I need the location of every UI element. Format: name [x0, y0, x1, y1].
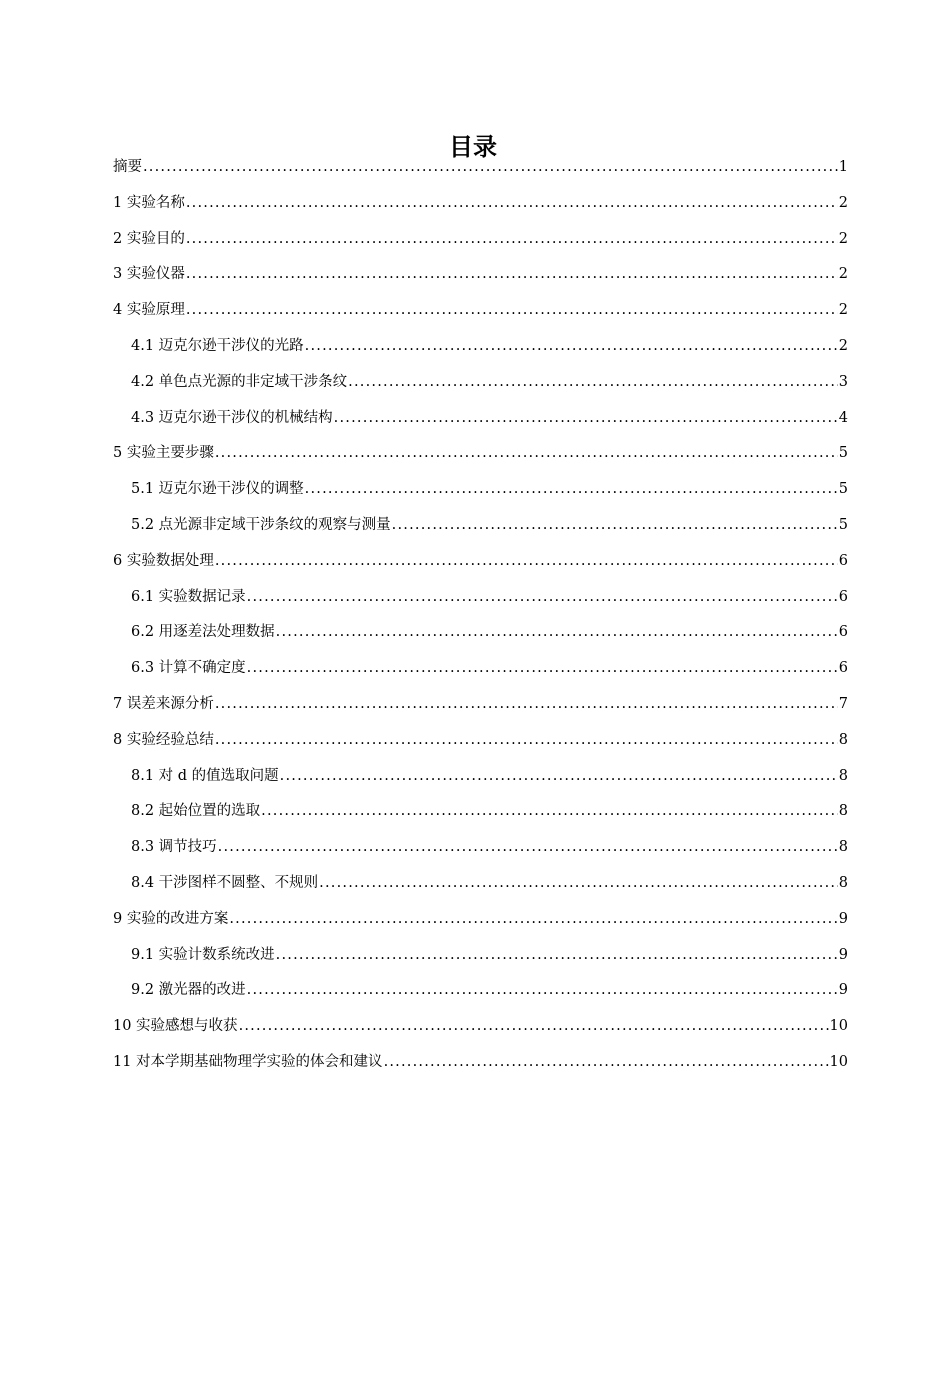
- toc-entry[interactable]: [113, 186, 848, 222]
- toc-entry[interactable]: [113, 687, 848, 723]
- toc-dot-leader: [215, 436, 838, 472]
- toc-entry-title: 4.1 迈克尔逊干涉仪的光路: [131, 337, 304, 354]
- toc-entry[interactable]: [113, 759, 848, 795]
- toc-dot-leader: [280, 759, 838, 795]
- toc-page-number: 6: [838, 552, 848, 569]
- toc-entry[interactable]: [113, 365, 848, 401]
- toc-entry[interactable]: [113, 293, 848, 329]
- toc-entry-title: 6.3 计算不确定度: [131, 660, 246, 677]
- toc-entry-title: 6.2 用逐差法处理数据: [131, 624, 275, 641]
- toc-entry[interactable]: [113, 150, 848, 186]
- toc-dot-leader: [215, 723, 838, 759]
- toc-dot-leader: [305, 472, 838, 508]
- toc-dot-leader: [334, 401, 838, 437]
- toc-entry-title: 9 实验的改进方案: [113, 910, 229, 927]
- toc-dot-leader: [261, 794, 838, 830]
- toc-entry-title: 5 实验主要步骤: [113, 445, 214, 462]
- toc-dot-leader: [218, 830, 838, 866]
- toc-entry-title: 1 实验名称: [113, 194, 185, 211]
- toc-dot-leader: [215, 687, 838, 723]
- toc-entry-title: 6.1 实验数据记录: [131, 588, 246, 605]
- toc-dot-leader: [247, 580, 838, 616]
- toc-page-number: 2: [838, 194, 848, 211]
- toc-dot-leader: [392, 508, 838, 544]
- table-of-contents: [113, 150, 848, 1081]
- toc-dot-leader: [215, 544, 838, 580]
- toc-page-number: 8: [838, 839, 848, 856]
- toc-dot-leader: [276, 615, 838, 651]
- toc-dot-leader: [229, 902, 837, 938]
- toc-entry-title: 8 实验经验总结: [113, 731, 214, 748]
- toc-dot-leader: [247, 651, 838, 687]
- toc-page-number: 6: [838, 588, 848, 605]
- toc-page-number: 8: [838, 731, 848, 748]
- toc-page-number: 9: [838, 982, 848, 999]
- toc-entry[interactable]: [113, 615, 848, 651]
- toc-dot-leader: [186, 293, 838, 329]
- toc-entry[interactable]: [113, 902, 848, 938]
- toc-entry[interactable]: [113, 329, 848, 365]
- toc-dot-leader: [276, 938, 838, 974]
- toc-entry[interactable]: [113, 508, 848, 544]
- toc-entry[interactable]: [113, 651, 848, 687]
- toc-entry[interactable]: [113, 866, 848, 902]
- toc-page-number: 2: [838, 266, 848, 283]
- toc-page-number: 2: [838, 302, 848, 319]
- toc-entry-title: 5.1 迈克尔逊干涉仪的调整: [131, 481, 304, 498]
- toc-entry[interactable]: [113, 794, 848, 830]
- toc-entry[interactable]: [113, 1045, 848, 1081]
- toc-entry[interactable]: [113, 436, 848, 472]
- toc-page-number: 10: [829, 1018, 848, 1035]
- toc-entry-title: 4.3 迈克尔逊干涉仪的机械结构: [131, 409, 333, 426]
- toc-page-number: 8: [838, 874, 848, 891]
- toc-page-number: 3: [838, 373, 848, 390]
- toc-entry[interactable]: [113, 938, 848, 974]
- toc-entry-title: 10 实验感想与收获: [113, 1018, 238, 1035]
- toc-page-number: 5: [838, 445, 848, 462]
- toc-entry[interactable]: [113, 830, 848, 866]
- toc-page-number: 9: [838, 946, 848, 963]
- toc-entry-title: 8.1 对 d 的值选取问题: [131, 767, 279, 784]
- toc-dot-leader: [319, 866, 838, 902]
- toc-dot-leader: [305, 329, 838, 365]
- toc-dot-leader: [348, 365, 838, 401]
- toc-page-number: 2: [838, 337, 848, 354]
- toc-page-number: 5: [838, 481, 848, 498]
- toc-page-number: 2: [838, 230, 848, 247]
- toc-entry-title: 2 实验目的: [113, 230, 185, 247]
- toc-dot-leader: [384, 1045, 829, 1081]
- toc-entry-title: 4 实验原理: [113, 302, 185, 319]
- toc-page-number: 10: [829, 1053, 848, 1070]
- toc-dot-leader: [186, 186, 838, 222]
- toc-entry-title: 11 对本学期基础物理学实验的体会和建议: [113, 1053, 383, 1070]
- toc-dot-leader: [247, 973, 838, 1009]
- toc-entry[interactable]: [113, 222, 848, 258]
- toc-entry-title: 4.2 单色点光源的非定域干涉条纹: [131, 373, 348, 390]
- toc-page-number: 6: [838, 660, 848, 677]
- toc-dot-leader: [239, 1009, 829, 1045]
- toc-entry-title: 5.2 点光源非定域干涉条纹的观察与测量: [131, 516, 391, 533]
- toc-page-number: 5: [838, 516, 848, 533]
- toc-page-number: 7: [838, 695, 848, 712]
- toc-page-number: 8: [838, 803, 848, 820]
- toc-entry-title: 9.2 激光器的改进: [131, 982, 246, 999]
- toc-entry[interactable]: [113, 401, 848, 437]
- toc-dot-leader: [143, 150, 838, 186]
- toc-page-number: 4: [838, 409, 848, 426]
- toc-page-number: 1: [838, 159, 848, 175]
- toc-entry[interactable]: [113, 257, 848, 293]
- toc-entry[interactable]: [113, 472, 848, 508]
- toc-title: 目录: [449, 133, 497, 162]
- toc-entry[interactable]: [113, 973, 848, 1009]
- toc-entry-title: 8.4 干涉图样不圆整、不规则: [131, 874, 319, 891]
- toc-entry-title: 7 误差来源分析: [113, 695, 214, 712]
- toc-dot-leader: [186, 257, 838, 293]
- toc-entry-title: 8.2 起始位置的选取: [131, 803, 261, 820]
- toc-page-number: 9: [838, 910, 848, 927]
- toc-page-number: 6: [838, 624, 848, 641]
- toc-entry-title: 3 实验仪器: [113, 266, 185, 283]
- toc-entry[interactable]: [113, 544, 848, 580]
- toc-entry[interactable]: [113, 1009, 848, 1045]
- toc-entry-title: 6 实验数据处理: [113, 552, 214, 569]
- toc-entry-title: 8.3 调节技巧: [131, 839, 217, 856]
- toc-entry[interactable]: [113, 580, 848, 616]
- toc-entry-title: 9.1 实验计数系统改进: [131, 946, 275, 963]
- toc-entry[interactable]: [113, 723, 848, 759]
- toc-entry-title: 摘要: [113, 159, 142, 175]
- toc-dot-leader: [186, 222, 838, 258]
- toc-page-number: 8: [838, 767, 848, 784]
